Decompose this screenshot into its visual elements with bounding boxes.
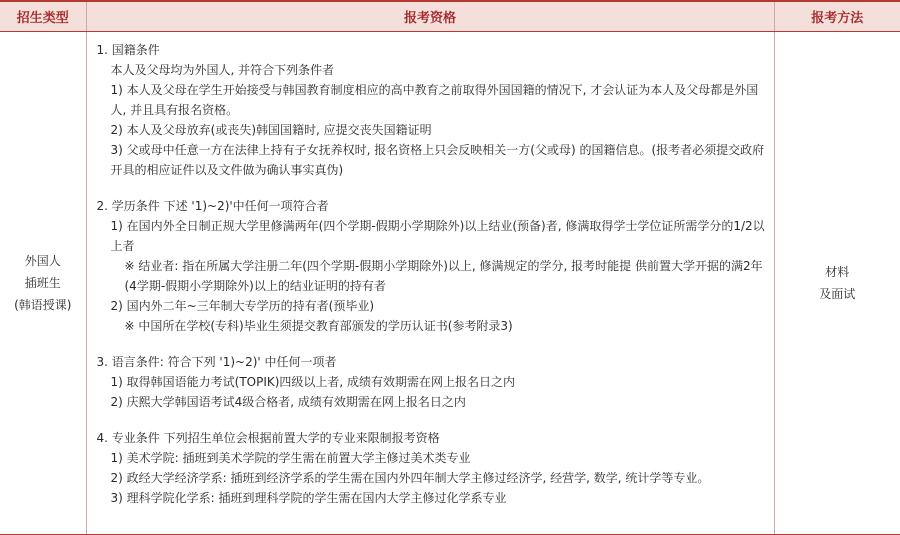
type-cell (0, 32, 86, 535)
type-line: (韩语授课) (14, 298, 72, 312)
section-education (95, 196, 774, 336)
section-nationality (95, 40, 774, 180)
section-title: 3. 语言条件: 符合下列 '1)~2)' 中任何一项者 (96, 355, 337, 369)
method-line: 及面试 (819, 287, 856, 301)
section-item: 3) 父或母中任意一方在法律上持有子女抚养权时, 报名资格上只会反映相关一方(父或母) 的国籍信息。(报考者必须提交政府开具的相应证件以及文件做为确认事实真伪) (110, 143, 765, 177)
type-line: 插班生 (24, 276, 61, 290)
qualification-cell (86, 32, 774, 535)
section-item: 1) 在国内外全日制正规大学里修满两年(四个学期-假期小学期除外)以上结业(预备)者, 修满取得学士学位证所需学分的1/2以上者 (110, 219, 765, 253)
method-line: 材料 (825, 265, 850, 279)
section-title: 4. 专业条件 下列招生单位会根据前置大学的专业来限制报考资格 (96, 431, 440, 445)
section-note: ※ 结业者: 指在所属大学注册二年(四个学期-假期小学期除外)以上, 修满规定的学分, 报考时能提 供前置大学开据的满2年(4学期-假期小学期除外)以上的结业证明的持有者 (124, 259, 763, 293)
section-item: 2) 国内外二年~三年制大专学历的持有者(预毕业) (110, 299, 375, 313)
section-item: 2) 本人及父母放弃(或丧失)韩国国籍时, 应提交丧失国籍证明 (110, 123, 432, 137)
section-intro: 本人及父母均为外国人, 并符合下列条件者 (110, 63, 335, 77)
section-item: 1) 取得韩国语能力考试(TOPIK)四级以上者, 成绩有效期需在网上报名日之内 (110, 375, 516, 389)
section-language (95, 352, 774, 412)
section-title: 1. 国籍条件 (96, 43, 160, 57)
section-item: 1) 美术学院: 插班到美术学院的学生需在前置大学主修过美术类专业 (110, 451, 471, 465)
header-qualification: 报考资格 (86, 1, 774, 32)
section-item: 2) 政经大学经济学系: 插班到经济学系的学生需在国内外四年制大学主修过经济学, 经营学, 数学, 统计学等专业。 (110, 471, 710, 485)
section-item: 2) 庆熙大学韩国语考试4级合格者, 成绩有效期需在网上报名日之内 (110, 395, 466, 409)
method-cell (774, 32, 900, 535)
type-line: 外国人 (24, 254, 61, 268)
section-item: 3) 理科学院化学系: 插班到理科学院的学生需在国内大学主修过化学系专业 (110, 491, 507, 505)
header-method: 报考方法 (774, 1, 900, 32)
header-type: 招生类型 (0, 1, 86, 32)
header-row (0, 1, 900, 32)
section-note: ※ 中国所在学校(专科)毕业生须提交教育部颁发的学历认证书(参考附录3) (124, 319, 513, 333)
section-major (95, 428, 774, 508)
section-item: 1) 本人及父母在学生开始接受与韩国教育制度相应的高中教育之前取得外国国籍的情况下, 才会认证为本人及父母都是外国人, 并且具有报名资格。 (110, 83, 759, 117)
table-row (0, 32, 900, 535)
section-title: 2. 学历条件 下述 '1)~2)'中任何一项符合者 (96, 199, 329, 213)
